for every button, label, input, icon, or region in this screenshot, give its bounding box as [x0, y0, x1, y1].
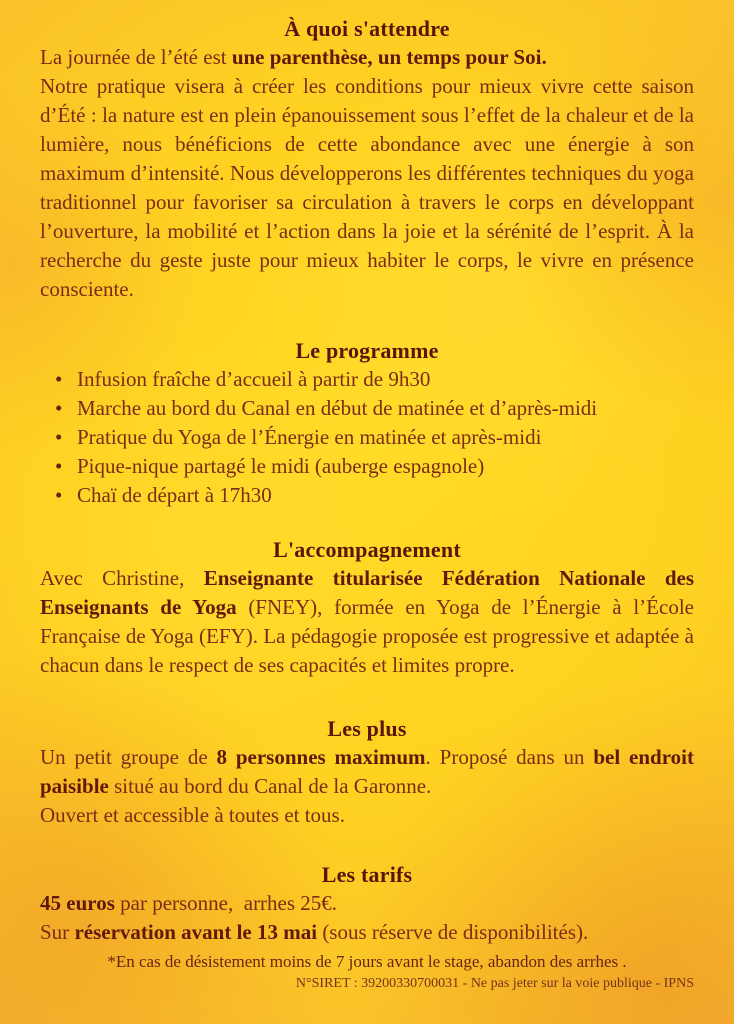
siret-legal-line: N°SIRET : 39200330700031 - Ne pas jeter sur la voie publique - IPNS	[295, 976, 694, 991]
intro-lead: La journée de l’été est une parenthèse, un temps pour Soi.	[40, 45, 547, 69]
intro-paragraph: Notre pratique visera à créer les conditions pour mieux vivre cette saison d’Été : la nature est en plein épanouissement sous l’effet de la chaleur et de la lumière, nous bénéficions de cette abondance avec une énergie à son maximum d’intensité. Nous développerons les différentes techniques du yoga traditionnel pour favoriser sa circulation à travers le corps en développant l’ouverture, la mobilité et l’action dans la joie et la sérénité de l’esprit. À la recherche du geste juste pour mieux habiter le corps, le vivre en présence consciente.	[40, 74, 694, 301]
list-item: • Chaï de départ à 17h30	[40, 481, 694, 510]
plus-paragraph-2: Ouvert et accessible à toutes et tous.	[40, 803, 345, 827]
list-item: • Pratique du Yoga de l’Énergie en matinée et après-midi	[40, 423, 694, 452]
programme-list	[40, 365, 694, 510]
section-heading-attendre: À quoi s'attendre	[284, 16, 450, 41]
tarifs-line-price: 45 euros par personne, arrhes 25€.	[40, 891, 338, 915]
list-item: • Marche au bord du Canal en début de matinée et d’après-midi	[40, 394, 694, 423]
section-heading-programme: Le programme	[295, 338, 439, 363]
list-item: • Infusion fraîche d’accueil à partir de 9h30	[40, 365, 694, 394]
section-heading-tarifs: Les tarifs	[321, 862, 413, 887]
accompagnement-paragraph: Avec Christine, Enseignante titularisée Fédération Nationale des Enseignants de Yoga (FNEY), formée en Yoga de l’Énergie à l’École Française de Yoga (EFY). La pédagogie proposée est progressive et adaptée à chacun dans le respect de ses capacités et limites propre.	[40, 566, 695, 677]
section-heading-accompagnement: L'accompagnement	[273, 537, 461, 562]
tarifs-line-reservation: Sur réservation avant le 13 mai (sous réserve de disponibilités).	[40, 920, 589, 944]
cancellation-note: *En cas de désistement moins de 7 jours avant le stage, abandon des arrhes .	[107, 952, 627, 971]
plus-paragraph: Un petit groupe de 8 personnes maximum. Proposé dans un bel endroit paisible situé au bord du Canal de la Garonne.	[40, 745, 694, 798]
section-heading-plus: Les plus	[327, 716, 407, 741]
list-item: • Pique-nique partagé le midi (auberge espagnole)	[40, 452, 694, 481]
